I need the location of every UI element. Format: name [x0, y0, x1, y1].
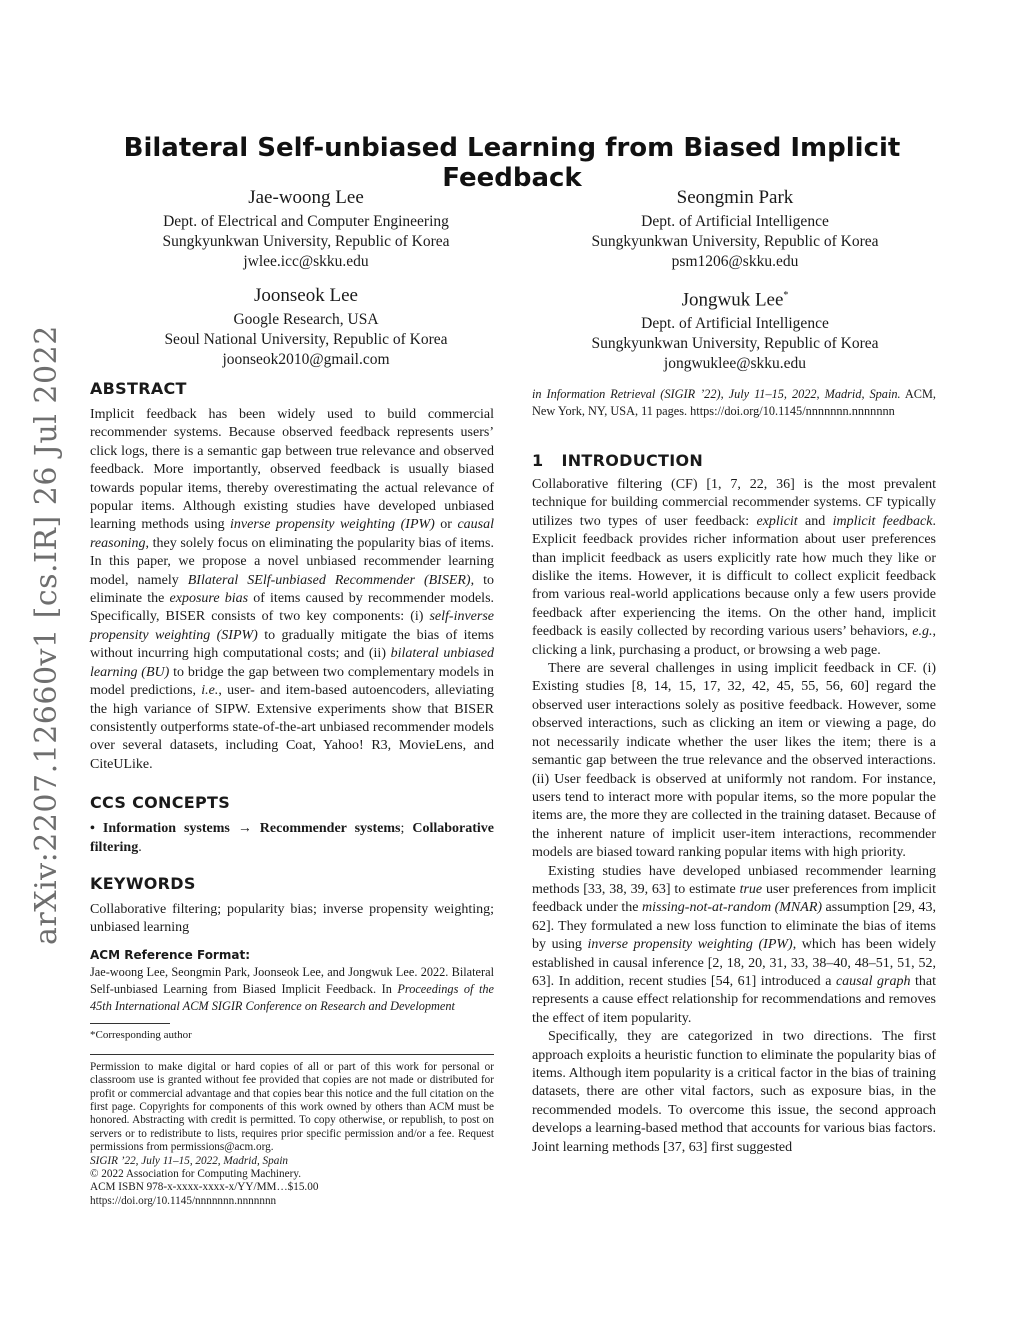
intro-paragraph: Specifically, they are categorized in two directions. The first approach exploits a heuristic function to eliminate the popularity bias of items. Although item popularity is a critical factor in the bias of training datasets, there are other vital factors, such as exposure bias, in the recommended models. To overcome this issue, the second approach develops a learning-based method that accounts for various bias factors. Joint learning methods [37, 63] first suggested: [532, 1029, 936, 1155]
abstract-heading: ABSTRACT: [90, 379, 187, 398]
author-block: [525, 185, 945, 272]
ccs-heading: CCS CONCEPTS: [90, 793, 231, 813]
author-affiliation: Seoul National University, Republic of Korea: [164, 331, 448, 348]
acm-reference-text: Jae-woong Lee, Seongmin Park, Joonseok Lee, and Jongwuk Lee. 2022. Bilateral Self-unbiased Learning from Biased Implicit Feedback. In Proceedings of the 45th International ACM SIGIR Conference on Research and Development: [90, 964, 494, 1013]
footnote-divider: [90, 1023, 170, 1024]
author-affiliation: Sungkyunkwan University, Republic of Korea: [591, 335, 879, 353]
doi-line: https://doi.org/10.1145/nnnnnnn.nnnnnnn: [90, 1194, 277, 1207]
author-affiliation: Google Research, USA: [233, 311, 379, 328]
author-email: jwlee.icc@skku.edu: [243, 253, 369, 270]
corresponding-author-note: *Corresponding author: [90, 1028, 192, 1041]
author-affiliation: Sungkyunkwan University, Republic of Korea: [591, 233, 879, 250]
venue-line: SIGIR ’22, July 11–15, 2022, Madrid, Spain: [90, 1154, 289, 1167]
acm-reference-heading: ACM Reference Format:: [90, 947, 250, 962]
right-column: [532, 386, 936, 1157]
author-block: [96, 185, 516, 272]
author-affiliation: Sungkyunkwan University, Republic of Korea: [162, 233, 450, 250]
intro-paragraph: There are several challenges in using implicit feedback in CF. (i) Existing studies [8, 14, 15, 17, 32, 42, 45, 55, 56, 60] regard the observed user interactions solely as positive feedback. However, some observed interactions, such as clicking an item or viewing a page, do not necessarily indicate whether the user likes the item; there is a semantic gap between the true relevance and the observed interactions. (ii) User feedback is observed at uniformly not random. For instance, users tend to interact more with popular items, so the more popular the items are, the more they are collected in the training dataset. Because of the inherent nature of implicit user-item interactions, recommender models are biased toward ranking popular items with high priority.: [532, 661, 936, 861]
permission-block: [90, 1061, 494, 1208]
author-affiliation: Dept. of Electrical and Computer Engineering: [163, 213, 449, 230]
permission-text: Permission to make digital or hard copies of all or part of this work for personal or classroom use is granted without fee provided that copies are not made or distributed for profit or commercial advantage and that copies bear this notice and the full citation on the first page. Copyrights for components of this work owned by others than ACM must be honored. Abstracting with credit is permitted. To copy otherwise, or republish, to post on servers or to redistribute to lists, requires prior specific permission and/or a fee. Request permissions from permissions@acm.org.: [90, 1060, 494, 1154]
intro-paragraph: Collaborative filtering (CF) [1, 7, 22, 36] is the most prevalent technique for building commercial recommender systems. CF typically utilizes two types of user feedback: explicit and implicit feedback. Explicit feedback provides richer information about user preferences than implicit feedback as users explicitly rate how much they like or dislike the items. However, it is difficult to collect explicit feedback from various real-world applications because only a few users provide feedback after experiencing the items. On the other hand, implicit feedback is easily collected by recording various users’ behaviors, e.g., clicking a link, purchasing a product, or browsing a web page.: [532, 477, 936, 658]
copyright-line: © 2022 Association for Computing Machinery.: [90, 1168, 301, 1180]
author-affiliation: Dept. of Artificial Intelligence: [641, 213, 829, 230]
permission-divider: [90, 1054, 494, 1055]
ccs-concepts: • Information systems → Recommender systems; Collaborative filtering.: [90, 821, 495, 855]
corresponding-mark: *: [783, 290, 789, 301]
author-name: Joonseok Lee: [254, 285, 358, 306]
author-email: psm1206@skku.edu: [671, 253, 799, 270]
author-block: [525, 283, 945, 374]
abstract-text: Implicit feedback has been widely used to build commercial recommender systems. Because observed feedback represents users’ click logs, there is a semantic gap between true relevance and observed feedback. More importantly, observed feedback is usually biased towards popular items, thereby overestimating the actual relevance of popular items. Although existing studies have developed unbiased learning methods using inverse propensity weighting (IPW) or causal reasoning, they solely focus on eliminating the popularity bias of items. In this paper, we propose a novel unbiased recommender learning model, namely BIlateral SElf-unbiased Recommender (BISER), to eliminate the exposure bias of items caused by recommender models. Specifically, BISER consists of two key components: (i) self-inverse propensity weighting (SIPW) to gradually mitigate the bias of items without incurring high computational costs; and (ii) bilateral unbiased learning (BU) to bridge the gap between two complementary models in model predictions, i.e., user- and item-based autoencoders, alleviating the high variance of SIPW. Extensive experiments show that BISER consistently outperforms state-of-the-art unbiased recommender models over several datasets, including Coat, Yahoo! R3, MovieLens, and CiteULike.: [90, 407, 495, 772]
author-name: Jongwuk Lee*: [681, 289, 789, 311]
author-email: joonseok2010@gmail.com: [222, 351, 390, 368]
author-affiliation: Dept. of Artificial Intelligence: [641, 315, 829, 333]
author-name: Jae-woong Lee: [248, 187, 364, 208]
isbn-line: ACM ISBN 978-x-xxxx-xxxx-x/YY/MM…$15.00: [90, 1181, 319, 1194]
arxiv-identifier: arXiv:2207.12660v1 [cs.IR] 26 Jul 2022: [29, 325, 64, 945]
paper-title: Bilateral Self-unbiased Learning from Biased Implicit Feedback: [123, 133, 901, 193]
author-block: [96, 283, 516, 370]
keywords-text: Collaborative filtering; popularity bias; inverse propensity weighting; unbiased learning: [90, 901, 494, 936]
intro-paragraph: Existing studies have developed unbiased recommender learning methods [33, 38, 39, 63] to estimate true user preferences from implicit feedback under the missing-not-at-random (MNAR) assumption [29, 43, 62]. They formulated a new loss function to eliminate the bias of items by using inverse propensity weighting (IPW), which has been widely established in causal inference [2, 18, 20, 31, 33, 38–40, 48–51, 51, 52, 63]. In addition, recent studies [54, 61] introduced a causal graph that represents a cause effect relationship for recommendations and removes the effect of item popularity.: [532, 863, 937, 1026]
left-column: [90, 378, 494, 1208]
author-name: Seongmin Park: [676, 187, 794, 208]
introduction-heading: 1 INTRODUCTION: [532, 451, 704, 470]
keywords-heading: KEYWORDS: [90, 873, 196, 893]
acm-reference-continued: in Information Retrieval (SIGIR ’22), July 11–15, 2022, Madrid, Spain. ACM, New York, NY, USA, 11 pages. https://doi.org/10.1145/nnnnnnn.nnnnnnn: [532, 387, 936, 418]
author-email: jongwuklee@skku.edu: [663, 355, 807, 373]
